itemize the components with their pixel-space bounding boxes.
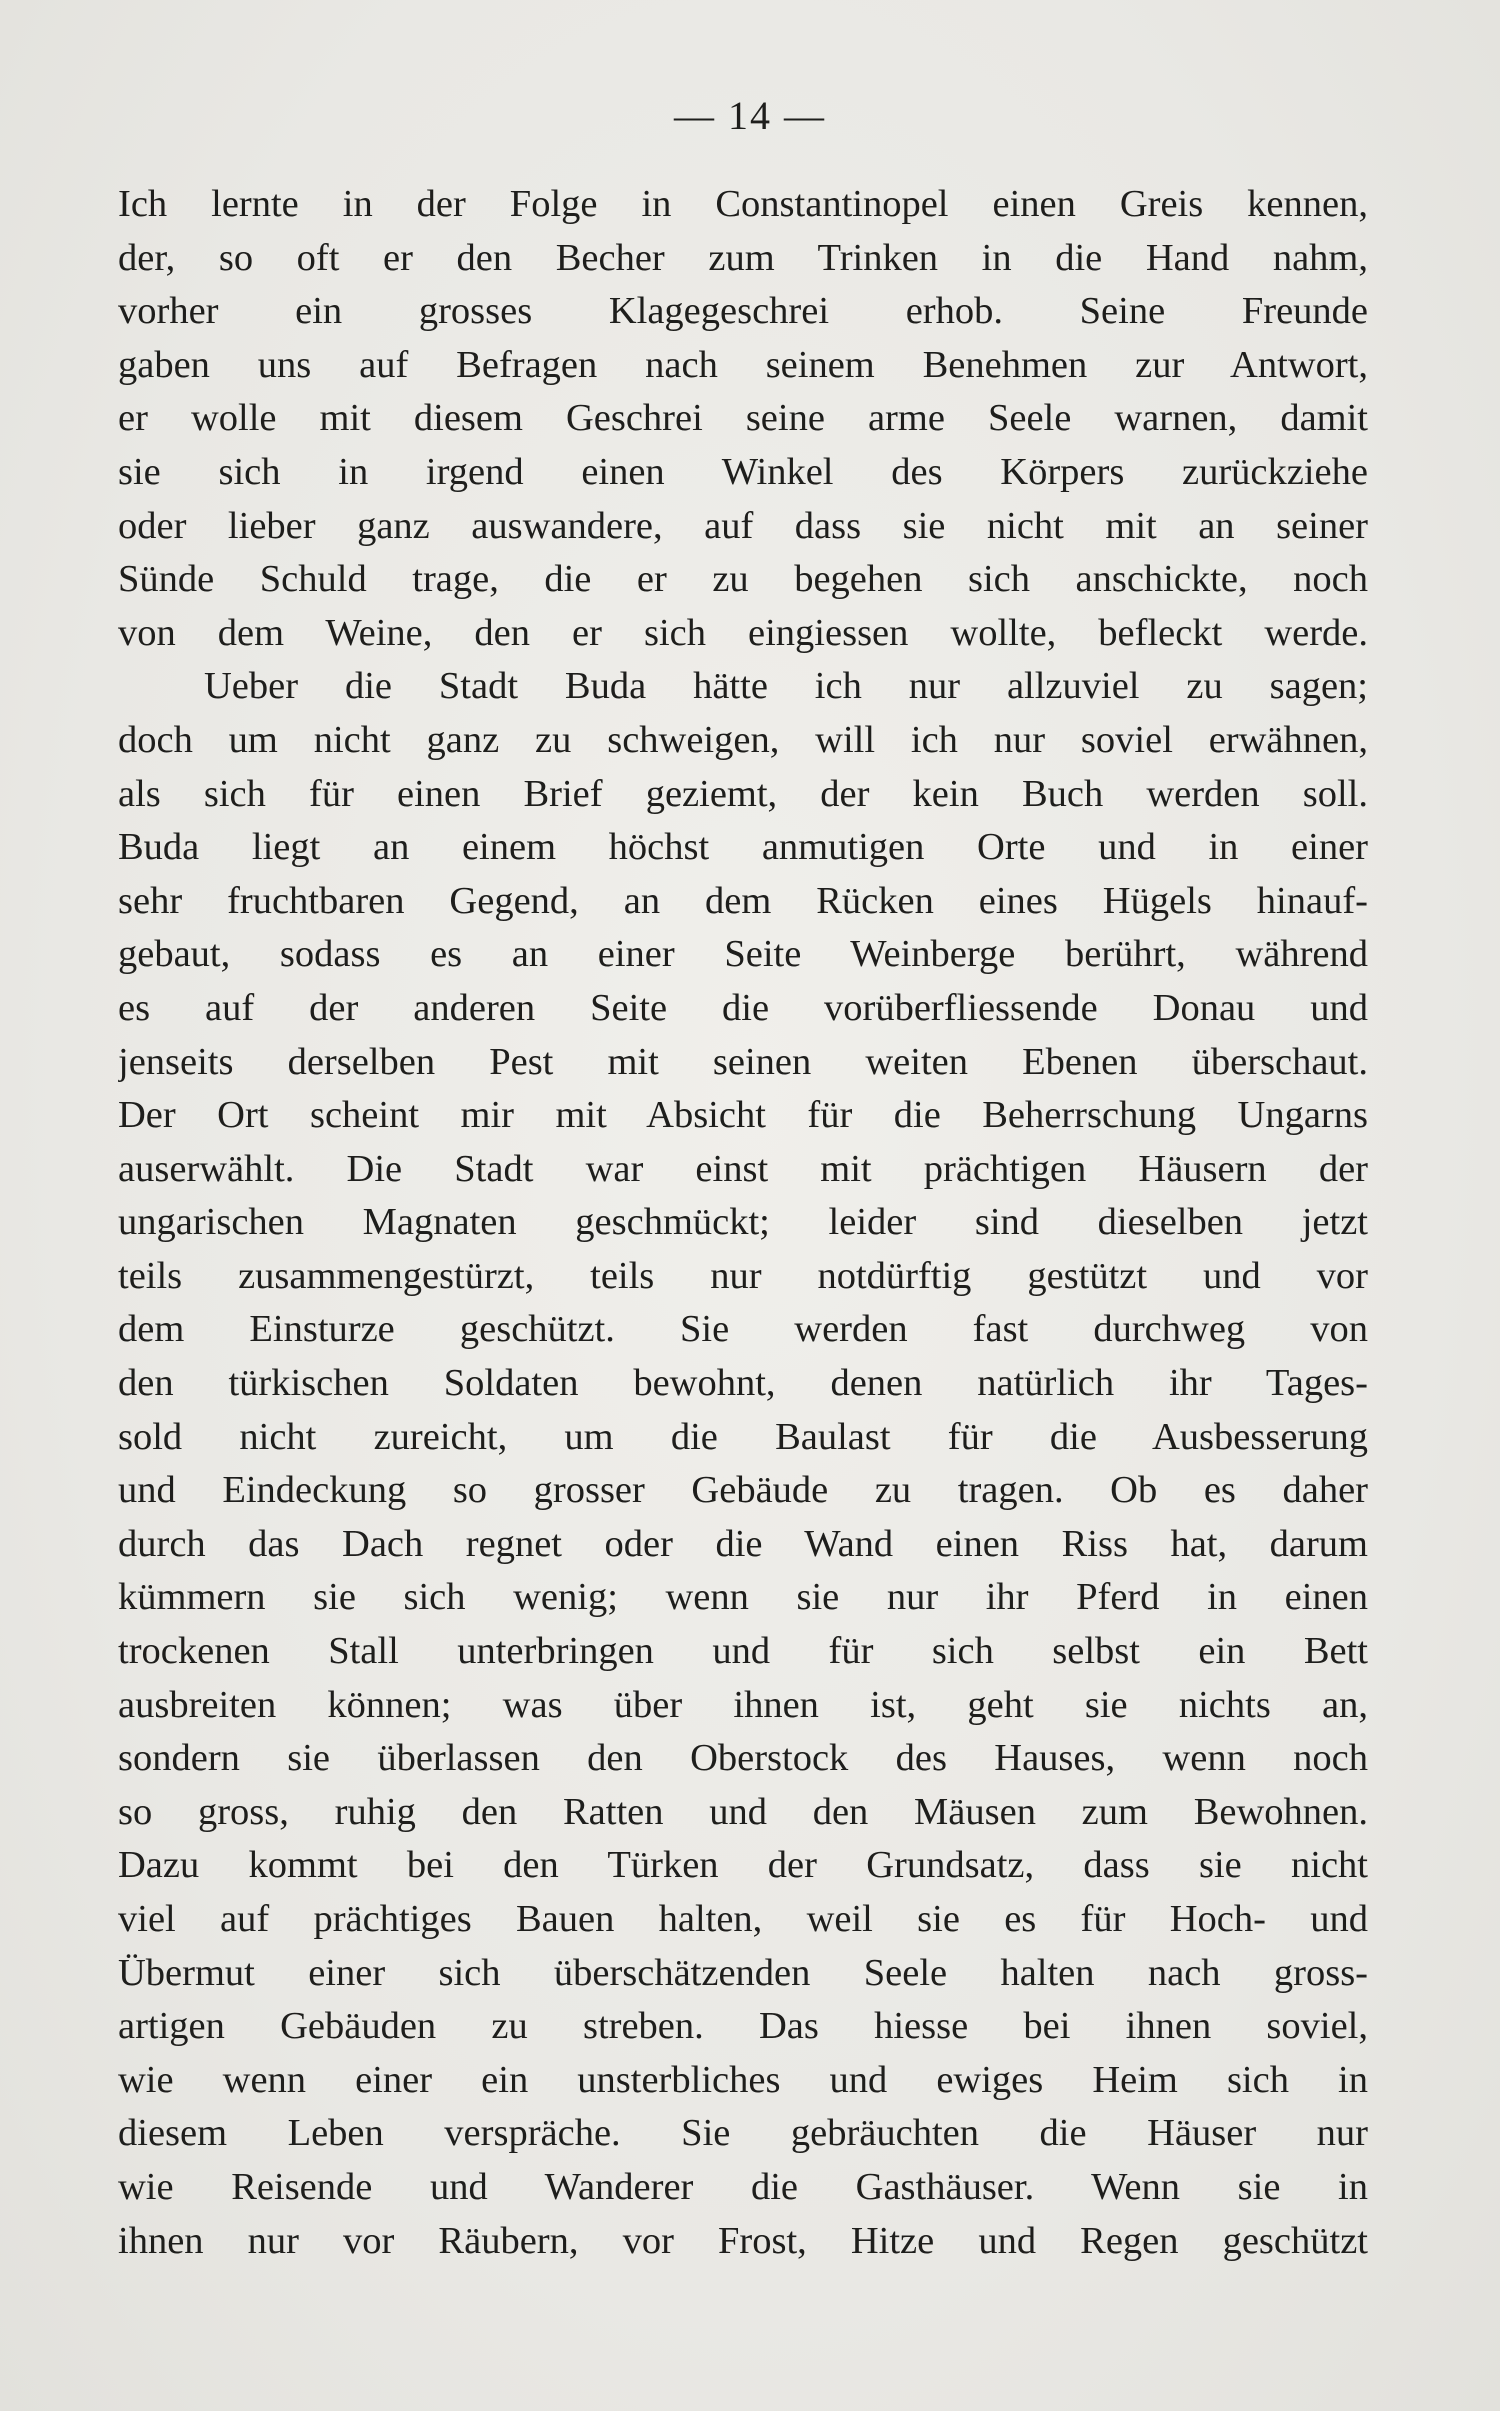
- text-line: gaben uns auf Befragen nach seinem Benehmen zur Antwort,: [118, 343, 1368, 386]
- text-line: Buda liegt an einem höchst anmutigen Orte und in einer: [118, 826, 1368, 869]
- text-line: viel auf prächtiges Bauen halten, weil sie es für Hoch- und: [118, 1898, 1368, 1940]
- text-line: kümmern sie sich wenig; wenn sie nur ihr Pferd in einen: [118, 1576, 1368, 1619]
- text-line: gebaut, sodass es an einer Seite Weinberge berührt, während: [118, 933, 1368, 976]
- text-line: Übermut einer sich überschätzenden Seele halten nach gross-: [118, 1951, 1368, 1994]
- text-line: Ueber die Stadt Buda hätte ich nur allzuviel zu sagen;: [204, 665, 1368, 708]
- text-line: sehr fruchtbaren Gegend, an dem Rücken eines Hügels hinauf-: [118, 879, 1368, 922]
- text-line: Sünde Schuld trage, die er zu begehen sich anschickte, noch: [118, 558, 1368, 601]
- text-line: der, so oft er den Becher zum Trinken in die Hand nahm,: [118, 236, 1368, 279]
- text-line: ungarischen Magnaten geschmückt; leider sind dieselben jetzt: [118, 1201, 1368, 1244]
- body-text: [118, 178, 1368, 2268]
- page-number: — 14 —: [674, 93, 826, 138]
- text-line: Dazu kommt bei den Türken der Grundsatz, dass sie nicht: [118, 1844, 1368, 1887]
- text-line: diesem Leben verspräche. Sie gebräuchten die Häuser nur: [118, 2112, 1368, 2155]
- text-line: sold nicht zureicht, um die Baulast für die Ausbesserung: [118, 1415, 1368, 1458]
- text-line: artigen Gebäuden zu streben. Das hiesse bei ihnen soviel,: [118, 2005, 1368, 2048]
- text-line: wie wenn einer ein unsterbliches und ewiges Heim sich in: [118, 2058, 1368, 2101]
- text-line: als sich für einen Brief geziemt, der kein Buch werden soll.: [118, 772, 1368, 815]
- text-line: sondern sie überlassen den Oberstock des Hauses, wenn noch: [118, 1737, 1368, 1780]
- text-line: ausbreiten können; was über ihnen ist, geht sie nichts an,: [118, 1683, 1368, 1726]
- text-line: wie Reisende und Wanderer die Gasthäuser. Wenn sie in: [118, 2165, 1368, 2208]
- text-line: teils zusammengestürzt, teils nur notdürftig gestützt und vor: [118, 1254, 1368, 1297]
- text-line: den türkischen Soldaten bewohnt, denen natürlich ihr Tages-: [118, 1362, 1368, 1405]
- text-line: oder lieber ganz auswandere, auf dass sie nicht mit an seiner: [118, 504, 1368, 547]
- text-line: jenseits derselben Pest mit seinen weiten Ebenen überschaut.: [118, 1040, 1368, 1083]
- text-line: dem Einsturze geschützt. Sie werden fast durchweg von: [118, 1308, 1368, 1351]
- text-line: Ich lernte in der Folge in Constantinopel einen Greis kennen,: [118, 183, 1368, 225]
- text-line: ihnen nur vor Räubern, vor Frost, Hitze und Regen geschützt: [118, 2219, 1368, 2262]
- text-line: er wolle mit diesem Geschrei seine arme Seele warnen, damit: [118, 397, 1368, 440]
- text-line: so gross, ruhig den Ratten und den Mäusen zum Bewohnen.: [118, 1790, 1368, 1833]
- text-line: und Eindeckung so grosser Gebäude zu tragen. Ob es daher: [118, 1469, 1368, 1512]
- text-line: sie sich in irgend einen Winkel des Körpers zurückziehe: [118, 450, 1368, 493]
- text-line: von dem Weine, den er sich eingiessen wollte, befleckt werde.: [118, 611, 1368, 654]
- text-line: Der Ort scheint mir mit Absicht für die Beherrschung Ungarns: [118, 1094, 1368, 1137]
- text-line: durch das Dach regnet oder die Wand einen Riss hat, darum: [118, 1522, 1368, 1565]
- text-line: auserwählt. Die Stadt war einst mit prächtigen Häusern der: [118, 1147, 1368, 1190]
- text-line: doch um nicht ganz zu schweigen, will ich nur soviel erwähnen,: [118, 718, 1368, 761]
- text-line: trockenen Stall unterbringen und für sich selbst ein Bett: [118, 1630, 1368, 1673]
- text-line: vorher ein grosses Klagegeschrei erhob. Seine Freunde: [118, 290, 1368, 333]
- text-line: es auf der anderen Seite die vorüberfliessende Donau und: [118, 986, 1368, 1029]
